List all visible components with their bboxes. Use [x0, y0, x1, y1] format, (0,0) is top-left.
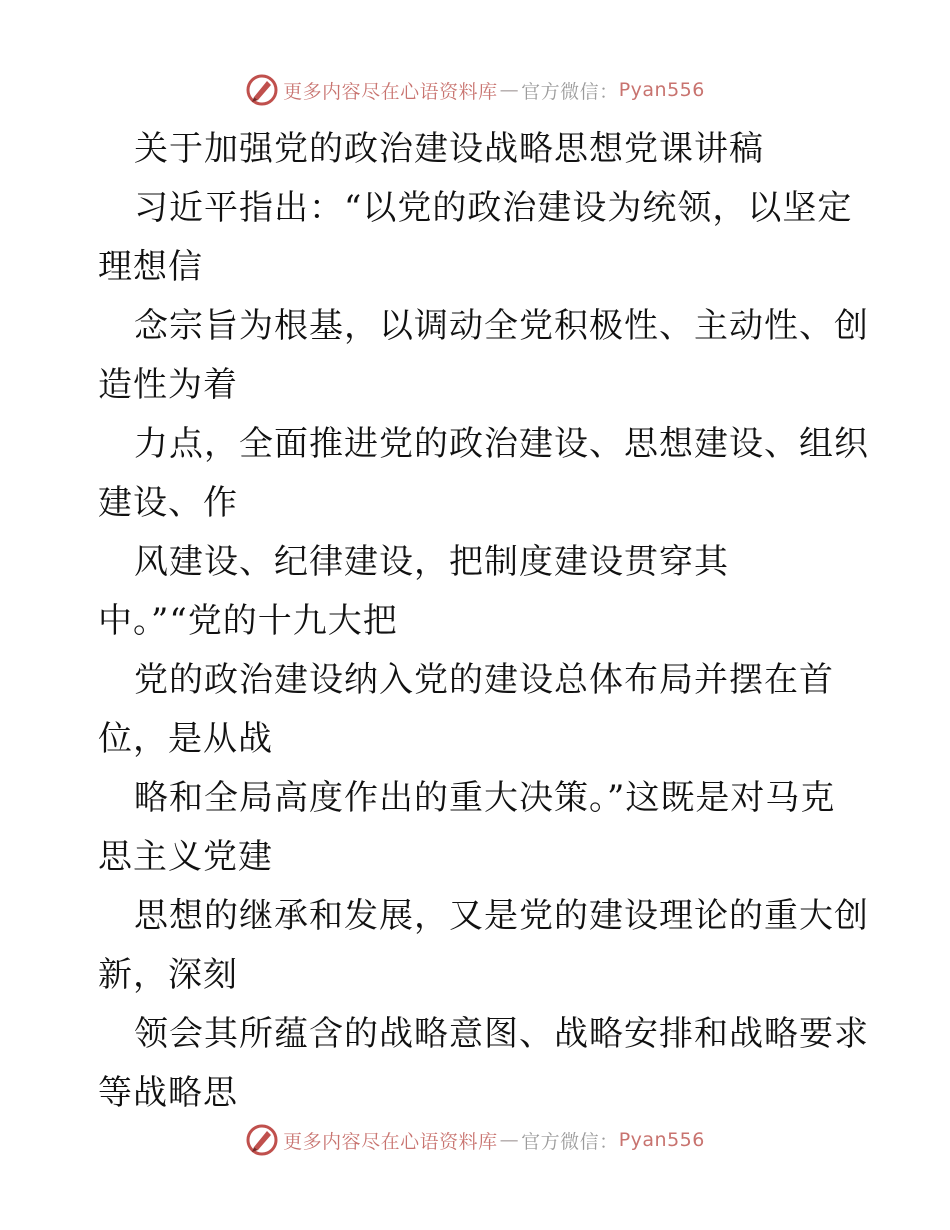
watermark-wechat-label: 官方微信： [521, 1130, 619, 1153]
text-line: 思想的继承和发展，又是党的建设理论的重大创 [134, 896, 869, 936]
watermark-account: Pyan556 [618, 79, 705, 101]
watermark-main-text: 更多内容尽在心语资料库 [283, 80, 498, 103]
text-line: 中。”“党的十九大把 [98, 601, 398, 641]
watermark-main-text: 更多内容尽在心语资料库 [283, 1130, 498, 1153]
pen-logo-icon [245, 73, 279, 107]
text-line: 习近平指出：“以党的政治建设为统领，以坚定 [134, 188, 853, 228]
watermark-wechat-label: 官方微信： [521, 80, 619, 103]
text-line: 新，深刻 [98, 955, 238, 995]
text-line: 等战略思 [98, 1073, 238, 1113]
document-body [98, 120, 869, 1123]
watermark-banner-bottom [0, 1120, 950, 1160]
text-line: 造性为着 [98, 365, 238, 405]
watermark-account: Pyan556 [618, 1129, 705, 1151]
text-line: 风建设、纪律建设，把制度建设贯穿其 [134, 542, 729, 582]
document-title: 关于加强党的政治建设战略思想党课讲稿 [134, 129, 764, 169]
pen-logo-icon [245, 1123, 279, 1157]
text-line: 理想信 [98, 247, 203, 287]
watermark-separator: — [499, 1129, 520, 1151]
text-line: 领会其所蕴含的战略意图、战略安排和战略要求 [134, 1014, 869, 1054]
text-line: 党的政治建设纳入党的建设总体布局并摆在首 [134, 660, 834, 700]
text-line: 略和全局高度作出的重大决策。”这既是对马克 [134, 778, 836, 818]
text-line: 思主义党建 [98, 837, 273, 877]
watermark-banner-top [0, 70, 950, 110]
watermark-separator: — [499, 79, 520, 101]
text-line: 建设、作 [98, 483, 238, 523]
text-line: 位，是从战 [98, 719, 273, 759]
text-line: 力点，全面推进党的政治建设、思想建设、组织 [134, 424, 869, 464]
text-line: 念宗旨为根基，以调动全党积极性、主动性、创 [134, 306, 869, 346]
